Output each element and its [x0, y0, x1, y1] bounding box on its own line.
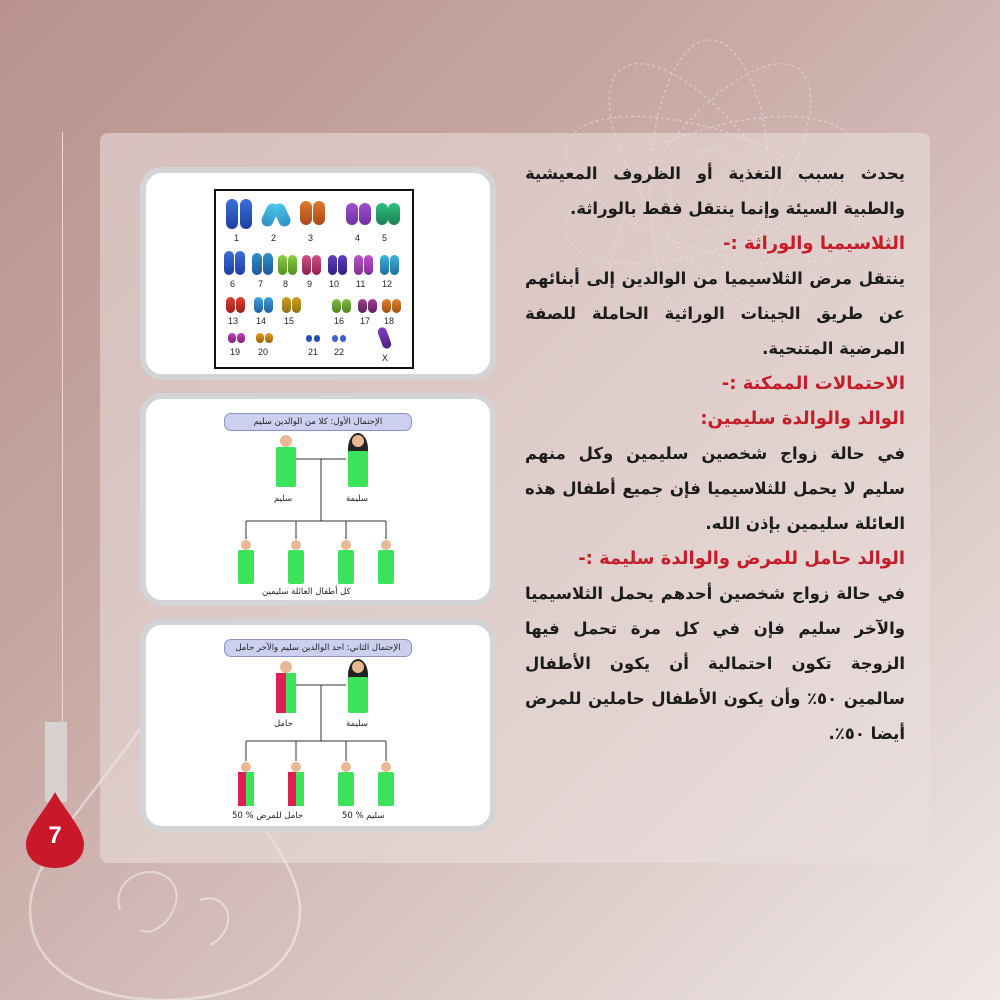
chromosome-label: 1 — [234, 233, 240, 243]
article-text — [525, 156, 905, 751]
pedigree-title: الإحتمال الثاني: احد الوالدين سليم والآخر حامل — [224, 639, 412, 657]
chromosome-label: 10 — [329, 279, 340, 289]
pedigree-diagram — [146, 399, 490, 600]
intro-paragraph: يحدث بسبب التغذية أو الظروف المعيشية والطبية السيئة وإنما ينتقل فقط بالوراثة. — [525, 164, 905, 218]
chromosome-label: X — [382, 353, 389, 363]
chromosome-label: 4 — [355, 233, 361, 243]
chromosome-label: 16 — [334, 316, 345, 326]
father-label: حامل — [274, 719, 293, 729]
heredity-paragraph: ينتقل مرض الثلاسيميا من الوالدين إلى أبنائهم عن طريق الجينات الوراثية الحاملة للصفة المرضية المتنحية. — [525, 269, 905, 358]
karyotype-image — [214, 189, 414, 369]
page-number: 7 — [48, 822, 62, 849]
pedigree-card-both-healthy — [140, 393, 496, 606]
heading-possibilities: الاحتمالات الممكنة :- — [721, 373, 905, 394]
chromosome-label: 21 — [308, 347, 319, 357]
healthy-group-label: 50 % سليم — [342, 811, 385, 821]
chromosome-label: 2 — [271, 233, 277, 243]
father-carrier-paragraph: في حالة زواج شخصين أحدهم يحمل الثلاسيميا والآخر سليم فإن في كل مرة تحمل فيها الزوجة تكون احتمالية أن يكون الأطفال سالمين ٥٠٪ وأن يكون الأطفال حاملين للمرض أيضا ٥٠٪. — [525, 584, 905, 743]
chromosome-label: 11 — [356, 279, 366, 289]
chromosome-label: 8 — [283, 279, 289, 289]
chromosome-label: 20 — [258, 347, 269, 357]
chromosome-label: 3 — [308, 233, 314, 243]
pedigree-diagram — [146, 625, 490, 826]
pedigree-card-one-carrier — [140, 619, 496, 832]
both-healthy-paragraph: في حالة زواج شخصين سليمين وكل منهم سليم لا يحمل للثلاسيميا فإن جميع أطفال هذه العائلة سليمين بإذن الله. — [525, 444, 905, 533]
heading-both-healthy: الوالد والوالدة سليمين: — [700, 408, 905, 429]
karyotype-card — [140, 167, 496, 380]
chromosome-label: 22 — [334, 347, 345, 357]
heading-father-carrier: الوالد حامل للمرض والوالدة سليمة :- — [578, 548, 905, 569]
heading-heredity: الثلاسيميا والوراثة :- — [723, 233, 905, 254]
pedigree-title: الإحتمال الأول: كلا من الوالدين سليم — [224, 413, 412, 431]
chromosome-label: 7 — [258, 279, 264, 289]
pedigree-footer: كل أطفال العائلة سليمين — [262, 587, 351, 597]
chromosome-label: 17 — [360, 316, 371, 326]
mother-label: سليمة — [346, 494, 368, 504]
father-label: سليم — [274, 494, 293, 504]
chromosome-label: 9 — [307, 279, 313, 289]
chromosome-label: 5 — [382, 233, 388, 243]
mother-label: سليمة — [346, 719, 368, 729]
carrier-group-label: 50 % حامل للمرض — [232, 811, 304, 821]
chromosome-label: 12 — [382, 279, 393, 289]
chromosome-label: 6 — [230, 279, 236, 289]
chromosome-label: 15 — [284, 316, 295, 326]
side-divider-line — [62, 132, 63, 722]
chromosome-label: 13 — [228, 316, 239, 326]
chromosome-label: 18 — [384, 316, 395, 326]
chromosome-label: 19 — [230, 347, 241, 357]
chromosome-label: 14 — [256, 316, 267, 326]
